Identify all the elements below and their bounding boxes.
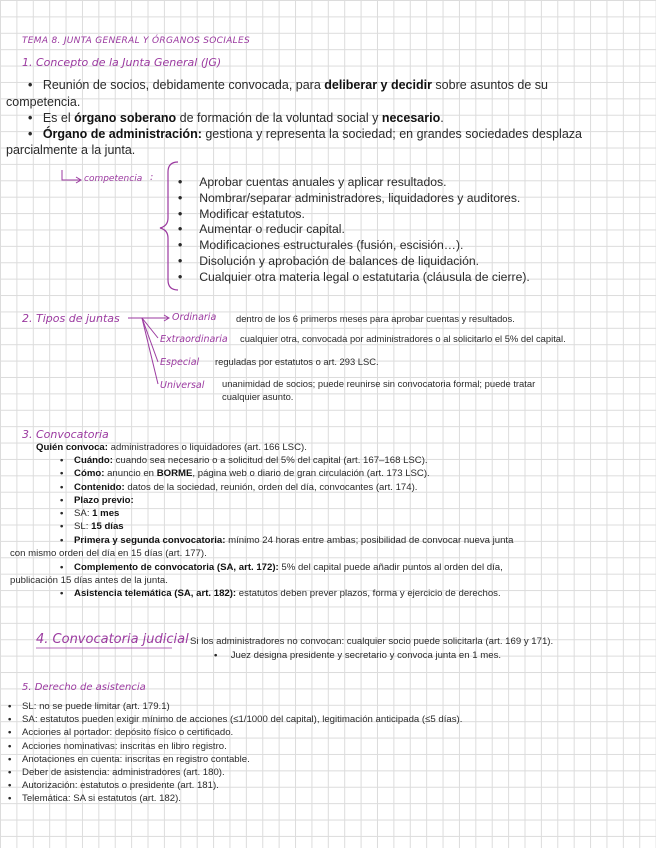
quien-convoca: Quién convoca: administradores o liquidadores (art. 166 LSC). [36, 442, 307, 453]
asistencia-item: • SL: no se puede limitar (art. 179.1) [8, 701, 170, 712]
competencia-item: • Nombrar/separar administradores, liquidadores y auditores. [178, 190, 521, 205]
competencia-item: • Disolución y aprobación de balances de liquidación. [178, 253, 480, 268]
s4-text: Si los administradores no convocan: cualquier socio puede solicitarla (art. 169 y 171). [190, 636, 554, 647]
competencia-item: • Aumentar o reducir capital. [178, 222, 345, 237]
section-3-heading: 3. Convocatoria [22, 428, 109, 441]
tipos-arrow-3 [142, 318, 158, 362]
s1-bullet-3-cont: parcialmente a la junta. [6, 143, 136, 157]
competencia-label: competencia [84, 174, 143, 184]
asistencia-item: • Anotaciones en cuenta: inscritas en registro contable. [8, 753, 250, 765]
tipo-desc-universal-cont: cualquier asunto. [222, 391, 294, 402]
competencias-list [178, 175, 648, 286]
tipo-label-especial: Especial [160, 357, 200, 368]
section-4-heading: 4. Convocatoria judicial [36, 632, 189, 647]
plazo-sl: • SL: 15 días [60, 521, 124, 532]
competencia-arrow [62, 170, 80, 180]
s1-bullet-1-cont: competencia. [6, 95, 81, 109]
competencia-item: • Aprobar cuentas anuales y aplicar resultados. [178, 175, 447, 189]
convocatoria-como: • Cómo: anuncio en BORME, página web o diario de gran circulación (art. 173 LSC). [60, 468, 430, 479]
tipo-desc-especial: reguladas por estatutos o art. 293 LSC. [215, 356, 379, 367]
section-5-heading: 5. Derecho de asistencia [22, 682, 146, 693]
tipo-desc-extraordinaria: cualquier otra, convocada por administradores o al solicitarlo el 5% del capital. [240, 333, 566, 344]
convocatoria-cuando: • Cuándo: cuando sea necesario o a solicitud del 5% del capital (art. 167–168 LSC). [60, 455, 428, 466]
tipo-label-universal: Universal [160, 380, 205, 391]
s1-bullet-2: • Es el órgano soberano de formación de la voluntad social y necesario. [28, 111, 444, 125]
asistencia-item: • Telemática: SA si estatutos (art. 182). [8, 793, 181, 805]
asistencia-item: • Deber de asistencia: administradores (art. 180). [8, 767, 225, 779]
asistencia-item: • SA: estatutos pueden exigir mínimo de acciones (≤1/1000 del capital), legitimación anticipada (≤5 días). [8, 714, 463, 726]
convocatoria-asistencia-telematica: • Asistencia telemática (SA, art. 182): estatutos deben prever plazos, forma y ejercicio de derechos. [60, 588, 501, 599]
section-1-heading: 1. Concepto de la Junta General (JG) [22, 56, 222, 69]
convocatoria-plazo: • Plazo previo: [60, 495, 134, 506]
s1-bullet-3: • Órgano de administración: gestiona y representa la sociedad; en grandes sociedades desplaza [28, 127, 582, 141]
s1-bullet-1: • Reunión de socios, debidamente convocada, para deliberar y decidir sobre asuntos de su [28, 78, 548, 92]
tipo-desc-universal: unanimidad de socios; puede reunirse sin convocatoria formal; puede tratar [222, 378, 536, 389]
convocatoria-complemento-cont: publicación 15 días antes de la junta. [10, 575, 168, 586]
asistencia-list [8, 700, 462, 806]
competencia-item: • Cualquier otra materia legal o estatutaria (cláusula de cierre). [178, 269, 530, 284]
s4-bullet: • Juez designa presidente y secretario y convoca junta en 1 mes. [214, 650, 502, 661]
tipo-desc-ordinaria: dentro de los 6 primeros meses para aprobar cuentas y resultados. [236, 313, 515, 324]
competencia-item: • Modificaciones estructurales (fusión, escisión…). [178, 238, 464, 253]
competencia-item: • Modificar estatutos. [178, 206, 305, 221]
asistencia-item: • Acciones nominativas: inscritas en libro registro. [8, 740, 227, 752]
tipo-label-ordinaria: Ordinaria [172, 312, 217, 323]
asistencia-item: • Acciones al portador: depósito físico o certificado. [8, 727, 234, 739]
page-title: TEMA 8. JUNTA GENERAL Y ÓRGANOS SOCIALES [22, 36, 250, 46]
convocatoria-primera-cont: con mismo orden del día en 15 días (art. 177). [10, 548, 207, 559]
section-2-heading: 2. Tipos de juntas [22, 312, 120, 325]
tipo-label-extraordinaria: Extraordinaria [160, 334, 228, 345]
competencia-brace [160, 162, 178, 290]
convocatoria-primera-segunda: • Primera y segunda convocatoria: mínimo 24 horas entre ambas; posibilidad de convocar nueva junta [60, 535, 514, 546]
convocatoria-complemento: • Complemento de convocatoria (SA, art. 172): 5% del capital puede añadir puntos al orden del día, [60, 562, 503, 573]
asistencia-item: • Autorización: estatutos o presidente (art. 181). [8, 780, 219, 792]
plazo-sa: • SA: 1 mes [60, 508, 120, 519]
convocatoria-contenido: • Contenido: datos de la sociedad, reunión, orden del día, convocantes (art. 174). [60, 482, 418, 493]
